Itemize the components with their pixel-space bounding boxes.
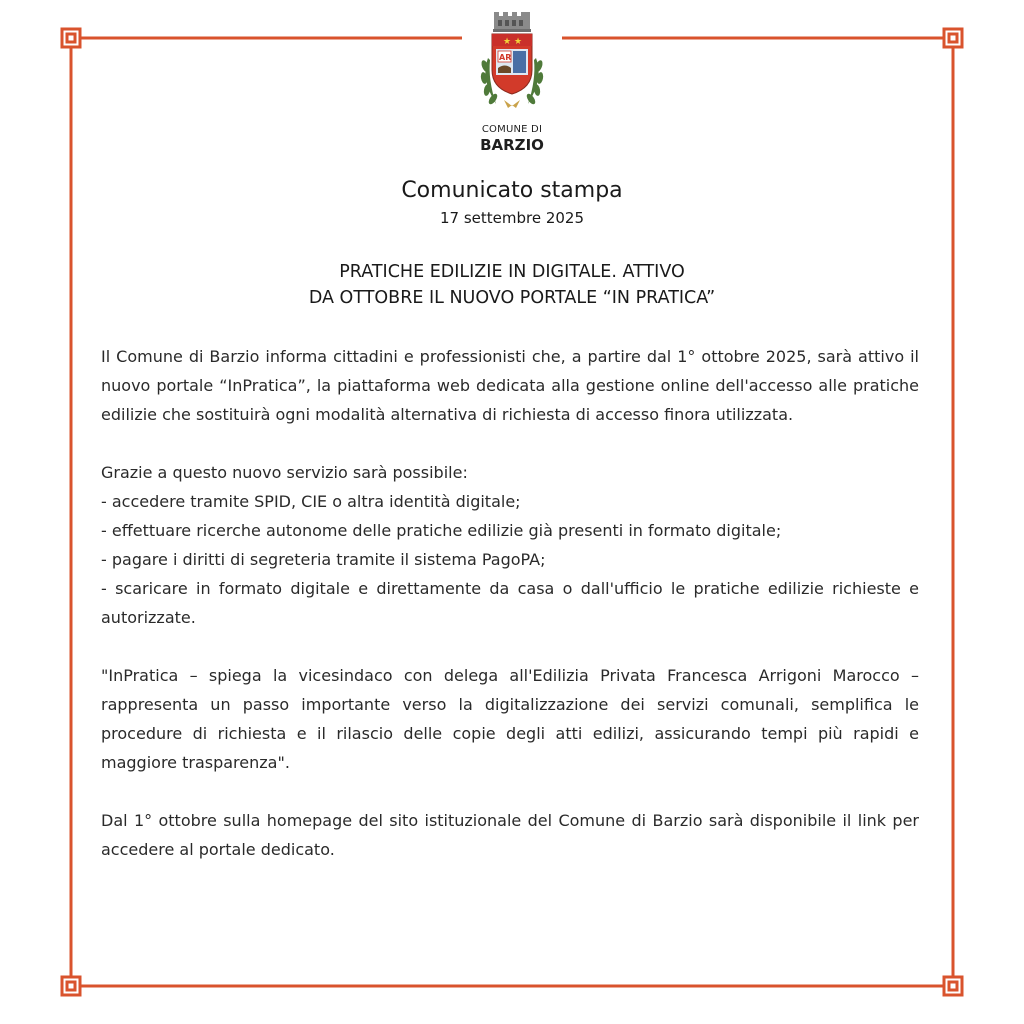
- headline-line-1: PRATICHE EDILIZIE IN DIGITALE. ATTIVO: [339, 262, 685, 282]
- corner-ornament-bottom-right: [944, 977, 962, 995]
- corner-ornament-top-right: [944, 29, 962, 47]
- press-release-date: 17 settembre 2025: [439, 209, 585, 227]
- shield-icon: [492, 34, 532, 94]
- intro-paragraph: Il Comune di Barzio informa cittadini e professionisti che, a partire dal 1° ottobre 2025, sarà attivo il nuovo portale “InPratica”, la piattaforma web dedicata alla gestione online dell'accesso alle pratiche edilizie che sostituirà ogni modalità alternativa di richiesta di accesso finora utilizzata.: [101, 347, 919, 424]
- svg-text:AR: AR: [499, 53, 512, 62]
- closing-paragraph: Dal 1° ottobre sulla homepage del sito istituzionale del Comune di Barzio sarà disponibile il link per accedere al portale dedicato.: [101, 811, 919, 859]
- list-item: - scaricare in formato digitale e direttamente da casa o dall'ufficio le pratiche edilizie richieste e autorizzate.: [101, 579, 919, 627]
- list-intro: Grazie a questo nuovo servizio sarà possibile:: [101, 463, 468, 482]
- headline-line-2: DA OTTOBRE IL NUOVO PORTALE “IN PRATICA”: [308, 288, 716, 308]
- logo-line-comune-di: COMUNE DI: [481, 124, 543, 135]
- coat-of-arms-icon: [474, 8, 550, 120]
- comune-logo: [462, 8, 562, 158]
- headline: [0, 259, 1024, 311]
- list-item: - pagare i diritti di segreteria tramite il sistema PagoPA;: [101, 550, 546, 569]
- services-list: [101, 458, 919, 632]
- corner-ornament-top-left: [62, 29, 80, 47]
- logo-line-barzio: BARZIO: [480, 136, 544, 154]
- list-item: - effettuare ricerche autonome delle pratiche edilizie già presenti in formato digitale;: [101, 521, 782, 540]
- crown-icon: [493, 12, 531, 32]
- article-body: [101, 342, 919, 893]
- list-item: - accedere tramite SPID, CIE o altra identità digitale;: [101, 492, 521, 511]
- svg-text:★: ★: [503, 37, 512, 47]
- press-release-title: Comunicato stampa: [401, 178, 623, 203]
- corner-ornament-bottom-left: [62, 977, 80, 995]
- svg-text:★: ★: [514, 37, 523, 47]
- quote-paragraph: "InPratica – spiega la vicesindaco con delega all'Edilizia Privata Francesca Arrigoni Marocco – rappresenta un passo importante verso la digitalizzazione dei servizi comunali, semplifica le procedure di richiesta e il rilascio delle copie degli atti edilizi, assicurando tempi più rapidi e maggiore trasparenza".: [101, 666, 919, 772]
